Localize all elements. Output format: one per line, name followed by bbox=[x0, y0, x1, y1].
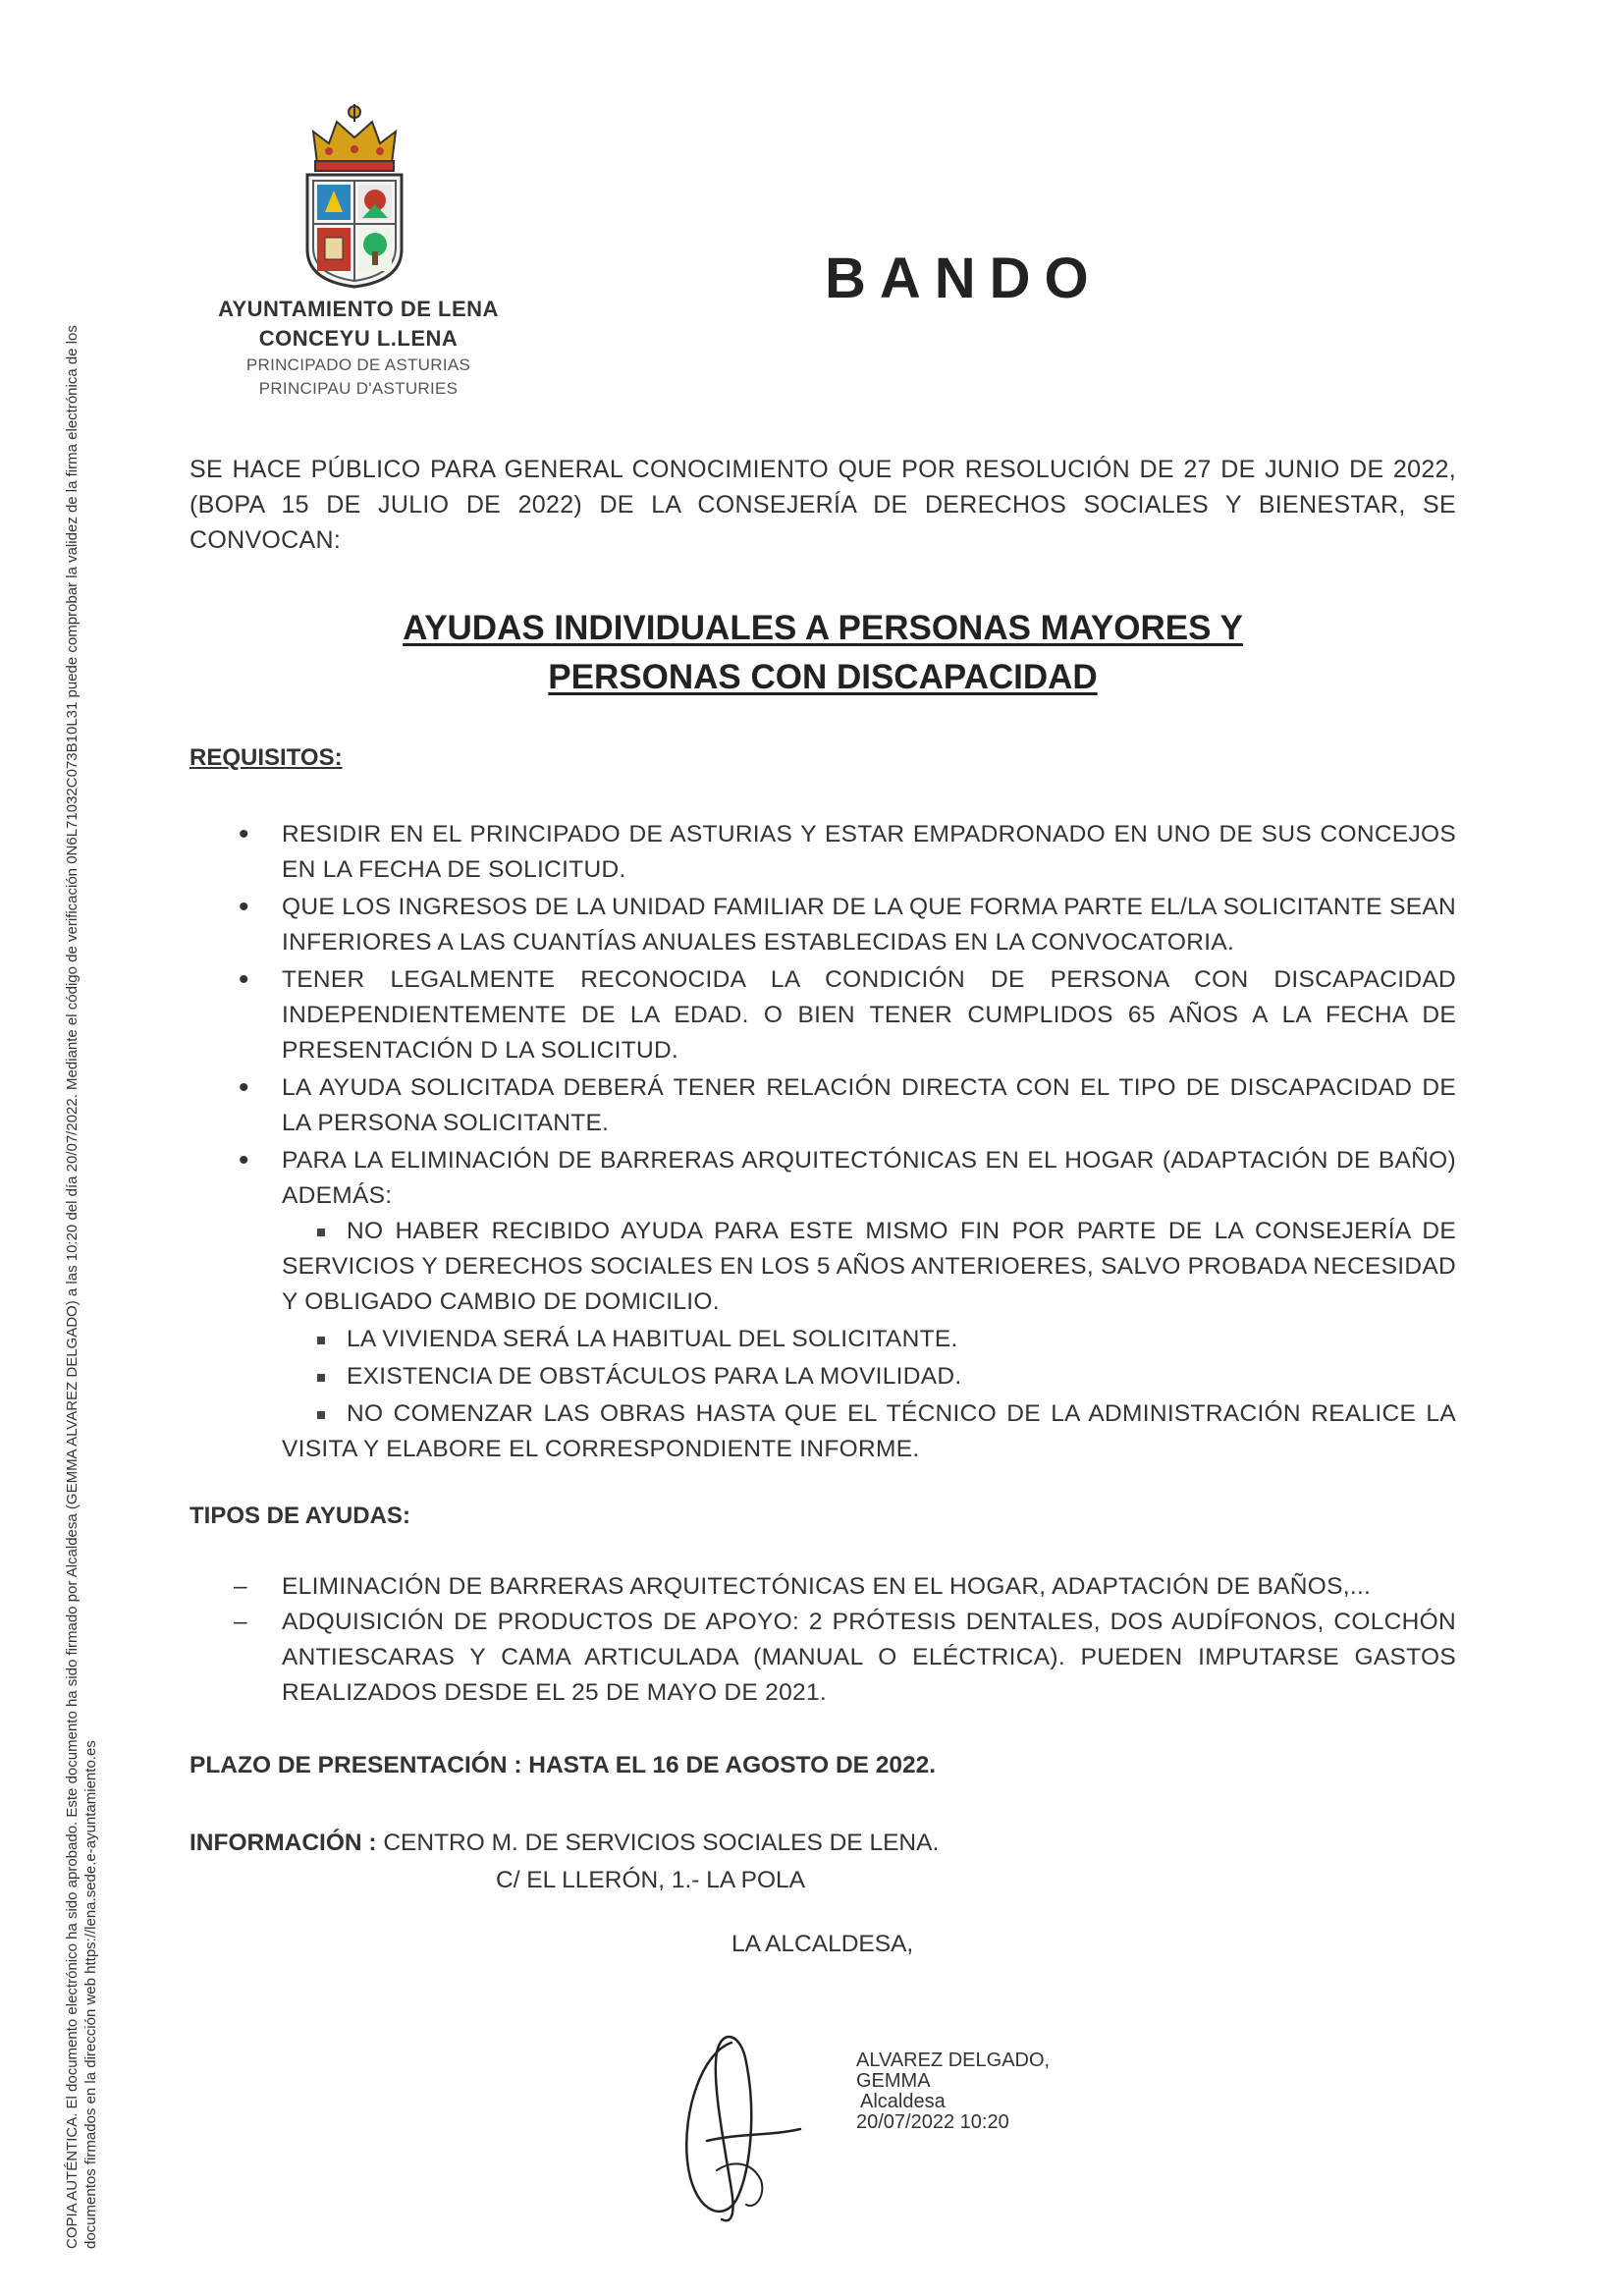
closing-title: LA ALCALDESA, bbox=[731, 1931, 914, 1957]
signer-role: Alcaldesa bbox=[860, 2091, 946, 2112]
org-region: PRINCIPADO DE ASTURIAS bbox=[245, 355, 471, 374]
dash-bullet-icon: – bbox=[234, 1573, 247, 1600]
sub-list-item: NO HABER RECIBIDO AYUDA PARA ESTE MISMO FIN POR PARTE DE LA CONSEJERÍA DE SERVICIOS Y DERECHOS SOCIALES EN LOS 5 AÑOS ANTERIOERES, SALVO PROBADA NECESIDAD Y OBLIGADO CAMBIO DE DOMICILIO. bbox=[282, 1218, 1456, 1315]
bullet-icon: • bbox=[239, 1071, 249, 1104]
list-item: – ADQUISICIÓN DE PRODUCTOS DE APOYO: 2 PRÓTESIS DENTALES, DOS AUDÍFONOS, COLCHÓN ANTIESCARAS Y CAMA ARTICULADA (MANUAL O ELÉCTRICA). PUEDEN IMPUTARSE GASTOS REALIZADOS DESDE EL 25 DE MAYO DE 2021. bbox=[189, 1605, 1456, 1711]
sub-list-item: EXISTENCIA DE OBSTÁCULOS PARA LA MOVILIDAD. bbox=[282, 1359, 1456, 1394]
verification-side-note bbox=[63, 137, 100, 2249]
information-block bbox=[189, 1825, 939, 1899]
list-item: • TENER LEGALMENTE RECONOCIDA LA CONDICIÓN DE PERSONA CON DISCAPACIDAD INDEPENDIENTEMENTE DE LA EDAD. O BIEN TENER CUMPLIDOS 65 AÑOS A LA FECHA DE PRESENTACIÓN D LA SOLICITUD. bbox=[239, 963, 1456, 1064]
square-bullet-icon bbox=[317, 1411, 325, 1419]
square-bullet-icon bbox=[317, 1337, 325, 1344]
main-heading bbox=[189, 604, 1456, 702]
list-item: • PARA LA ELIMINACIÓN DE BARRERAS ARQUITECTÓNICAS EN EL HOGAR (ADAPTACIÓN DE BAÑO) ADEMÁS: NO HABER RECIBIDO AYUDA PARA ESTE MISMO FIN POR PARTE DE LA CONSEJERÍA DE SERVICIOS Y DERECHOS SOCIALES EN LOS 5 AÑOS ANTERIOERES, SALVO PROBADA NECESIDAD Y OBLIGADO CAMBIO DE DOMICILIO. LA VIVIENDA SERÁ LA HABITUAL DEL SOLICITANTE. EXISTENCIA DE OBSTÁCULOS PARA LA MOVILIDAD. NO COMENZAR LAS OBRAS HASTA QUE EL TÉCNICO DE LA ADMINISTRACIÓN REALICE LA VISITA Y ELABORE EL CORRESPONDIENTE INFORME. bbox=[189, 1143, 1456, 1467]
handwritten-signature-icon bbox=[663, 2023, 810, 2229]
list-item: • LA AYUDA SOLICITADA DEBERÁ TENER RELACIÓN DIRECTA CON EL TIPO DE DISCAPACIDAD DE LA PERSONA SOLICITANTE. bbox=[239, 1071, 1456, 1136]
organization-header bbox=[196, 295, 520, 401]
deadline: PLAZO DE PRESENTACIÓN : HASTA EL 16 DE AGOSTO DE 2022. bbox=[189, 1752, 937, 1778]
coat-of-arms-icon bbox=[299, 102, 409, 289]
bullet-icon: • bbox=[239, 818, 249, 850]
document-title: BANDO bbox=[825, 246, 1103, 310]
list-item: • QUE LOS INGRESOS DE LA UNIDAD FAMILIAR DE LA QUE FORMA PARTE EL/LA SOLICITANTE SEAN INFERIORES A LAS CUANTÍAS ANUALES ESTABLECIDAS EN LA CONVOCATORIA. bbox=[239, 891, 1456, 956]
side-note-line-2: documentos firmados en la dirección web https://lena.sede.e-ayuntamiento.es bbox=[82, 1740, 99, 2249]
sub-list-item: LA VIVIENDA SERÁ LA HABITUAL DEL SOLICITANTE. bbox=[282, 1322, 1456, 1357]
information-center: CENTRO M. DE SERVICIOS SOCIALES DE LENA. bbox=[376, 1830, 940, 1856]
org-name-asturian: CONCEYU L.LENA bbox=[258, 326, 459, 351]
signer-name-line-1: ALVAREZ DELGADO, bbox=[856, 2050, 1051, 2071]
signer-name-line-2: GEMMA bbox=[856, 2070, 931, 2092]
main-heading-line-1: AYUDAS INDIVIDUALES A PERSONAS MAYORES Y bbox=[403, 609, 1243, 647]
list-item: • RESIDIR EN EL PRINCIPADO DE ASTURIAS Y ESTAR EMPADRONADO EN UNO DE SUS CONCEJOS EN LA FECHA DE SOLICITUD. bbox=[239, 818, 1456, 883]
intro-paragraph: SE HACE PÚBLICO PARA GENERAL CONOCIMIENTO QUE POR RESOLUCIÓN DE 27 DE JUNIO DE 2022, (BOPA 15 DE JULIO DE 2022) DE LA CONSEJERÍA DE DERECHOS SOCIALES Y BIENESTAR, SE CONVOCAN: bbox=[189, 456, 1456, 554]
list-item: – ELIMINACIÓN DE BARRERAS ARQUITECTÓNICAS EN EL HOGAR, ADAPTACIÓN DE BAÑOS,... bbox=[189, 1569, 1456, 1605]
org-name: AYUNTAMIENTO DE LENA bbox=[218, 297, 499, 321]
main-heading-line-2: PERSONAS CON DISCAPACIDAD bbox=[548, 658, 1098, 696]
sub-requisitos-list bbox=[282, 1214, 1456, 1467]
bullet-icon: • bbox=[239, 891, 249, 923]
sub-list-item: NO COMENZAR LAS OBRAS HASTA QUE EL TÉCNICO DE LA ADMINISTRACIÓN REALICE LA VISITA Y ELABORE EL CORRESPONDIENTE INFORME. bbox=[282, 1400, 1456, 1462]
dash-bullet-icon: – bbox=[234, 1609, 247, 1635]
org-region-asturian: PRINCIPAU D'ASTURIES bbox=[258, 379, 459, 398]
square-bullet-icon bbox=[317, 1229, 325, 1236]
signature-datetime: 20/07/2022 10:20 bbox=[856, 2111, 1009, 2133]
tipos-list bbox=[189, 1569, 1456, 1711]
bullet-icon: • bbox=[239, 963, 249, 996]
square-bullet-icon bbox=[317, 1374, 325, 1382]
tipos-heading: TIPOS DE AYUDAS: bbox=[189, 1503, 410, 1529]
requisitos-heading: REQUISITOS: bbox=[189, 744, 343, 771]
requisitos-list bbox=[189, 817, 1456, 1469]
side-note-line-1: COPIA AUTÉNTICA. El documento electrónico ha sido aprobado. Este documento ha sido firmado por Alcaldesa (GEMMA ALVAREZ DELGADO) a las 10:20 del día 20/07/2022. Mediante el código de verificación 0N6L71032C073B10L31 puede comprobar la validez de la firma electrónica de los bbox=[64, 325, 81, 2249]
information-address: C/ EL LLERÓN, 1.- LA POLA bbox=[496, 1867, 806, 1893]
information-label: INFORMACIÓN : bbox=[189, 1830, 377, 1856]
bullet-icon: • bbox=[239, 1144, 249, 1176]
electronic-signature-block bbox=[856, 2050, 1050, 2133]
